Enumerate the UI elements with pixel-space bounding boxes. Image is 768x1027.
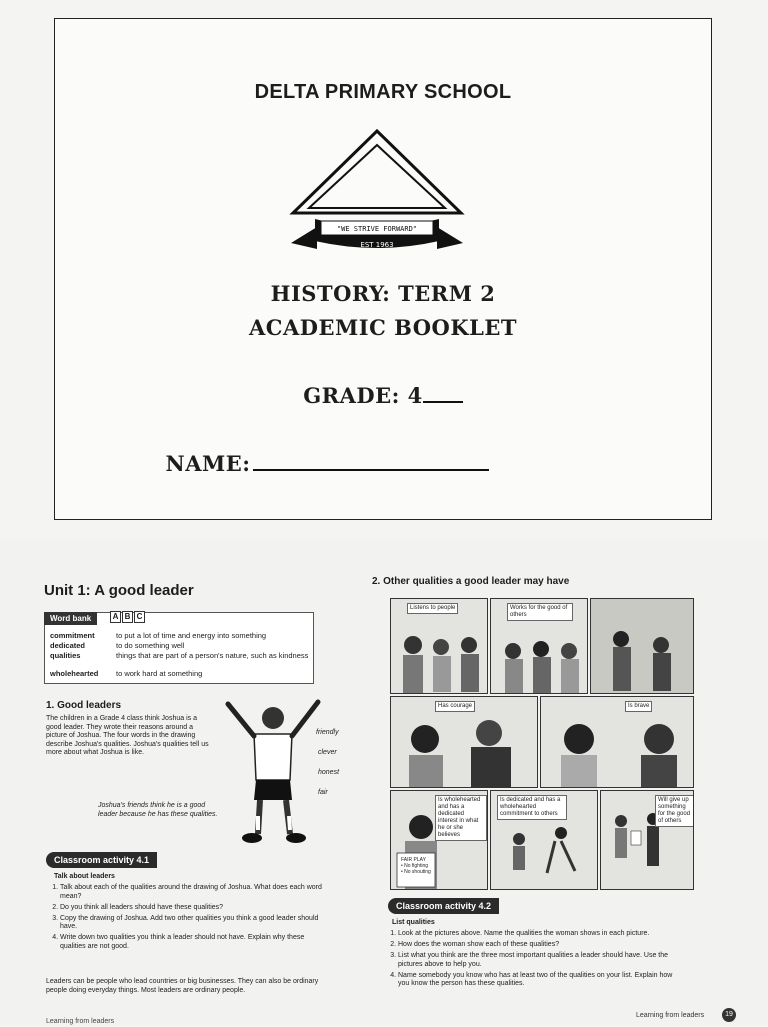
word-def: to work hard at something [116,669,203,678]
classroom-activity-4-2-label: Classroom activity 4.2 [388,898,499,914]
name-field [0,451,655,476]
logo-established: EST 1963 [360,241,394,249]
word-term: commitment [50,631,95,640]
closing-text: Leaders can be people who lead countries or big businesses. They can also be ordinary people doing everyday things. Most leaders are ordinary people. [46,978,319,994]
comic-panel [390,790,488,890]
people-illustration [591,599,694,694]
school-logo [287,123,467,253]
comic-panel [490,598,588,694]
fair-play-sign: FAIR PLAY • No fighting • No shouting [401,857,431,875]
activity-4-1-list [50,884,328,954]
drawing-caption: Joshua's friends think he is a good leader because he has these qualities. [98,802,218,818]
panel-caption: Will give up something for the good of others [655,795,694,827]
booklet-title: ACADEMIC BOOKLET [249,315,517,340]
grade-label: GRADE: 4 [303,383,423,408]
quality-label: fair [318,789,328,796]
right-footer: Learning from leaders [636,1012,705,1019]
unit-title: Unit 1: A good leader [44,582,194,599]
word-def: to do something well [116,641,185,650]
word-term: dedicated [50,641,86,650]
logo-motto: "WE STRIVE FORWARD" [336,225,418,233]
textbook-spread [0,540,768,1024]
list-item: 1. Talk about each of the qualities around the drawing of Joshua. What does each word mean? [60,884,328,901]
word-def: to put a lot of time and energy into something [116,631,267,640]
list-item: 2. Do you think all leaders should have these qualities? [60,904,328,913]
quality-label: friendly [316,729,339,736]
activity-4-2-title: List qualities [392,919,435,926]
panel-caption: Has courage [435,701,475,712]
section-1-title: 1. Good leaders [46,700,122,711]
section-1-text: The children in a Grade 4 class think Joshua is a good leader. They wrote their reasons around a picture of Joshua. The four words in the drawing describe Joshua's qualities. Joshua's qualities tell us more about what Joshua is like. [46,715,209,757]
comic-panel [600,790,694,890]
comic-panel [390,598,488,694]
activity-4-1-title: Talk about leaders [54,873,115,880]
comic-panel [490,790,598,890]
list-item: 4. Name somebody you know who has at least two of the qualities on your list. Explain how you know the person has these qualities. [398,972,678,989]
joshua-drawing [218,696,328,852]
panel-caption: Is brave [625,701,652,712]
list-item: 1. Look at the pictures above. Name the qualities the woman shows in each picture. [398,930,678,939]
list-item: 3. Copy the drawing of Joshua. Add two other qualities you think a good leader should have. [60,915,328,932]
list-item: 4. Write down two qualities you think a leader should not have. Explain why these qualities are not good. [60,934,328,951]
name-label: NAME: [165,451,251,476]
name-blank-line[interactable] [253,451,489,471]
cover-page [54,18,712,520]
quality-label: honest [318,769,340,776]
panel-caption: Works for the good of others [507,603,573,621]
activity-4-2-list [388,930,678,992]
section-2-title: 2. Other qualities a good leader may have [372,576,570,587]
comic-panels [390,598,694,890]
grade-field [55,383,711,408]
word-def: things that are part of a person's nature, such as kindness [116,651,309,660]
word-bank-label: Word bank [44,612,97,625]
left-footer: Learning from leaders [46,1018,115,1025]
panel-caption: Listens to people [407,603,458,614]
quality-label: clever [318,749,337,756]
comic-panel [590,598,694,694]
comic-panel [390,696,538,788]
comic-panel [540,696,694,788]
classroom-activity-4-1-label: Classroom activity 4.1 [46,852,157,868]
abc-icon: A B C [110,611,146,623]
panel-caption: Is dedicated and has a wholehearted commitment to others [497,795,567,820]
people-illustration [541,697,694,788]
word-term: qualities [50,651,81,660]
list-item: 2. How does the woman show each of these qualities? [398,941,678,950]
school-name: DELTA PRIMARY SCHOOL [254,81,512,103]
word-term: wholehearted [50,669,99,678]
list-item: 3. List what you think are the three most important qualities a leader should have. Use the pictures above to help you. [398,952,678,969]
subject-title: HISTORY: TERM 2 [270,281,496,306]
panel-caption: Is wholehearted and has a dedicated interest in what he or she believes [435,795,487,841]
page-number-badge: 19 [722,1008,736,1022]
grade-blank-line[interactable] [423,391,463,403]
